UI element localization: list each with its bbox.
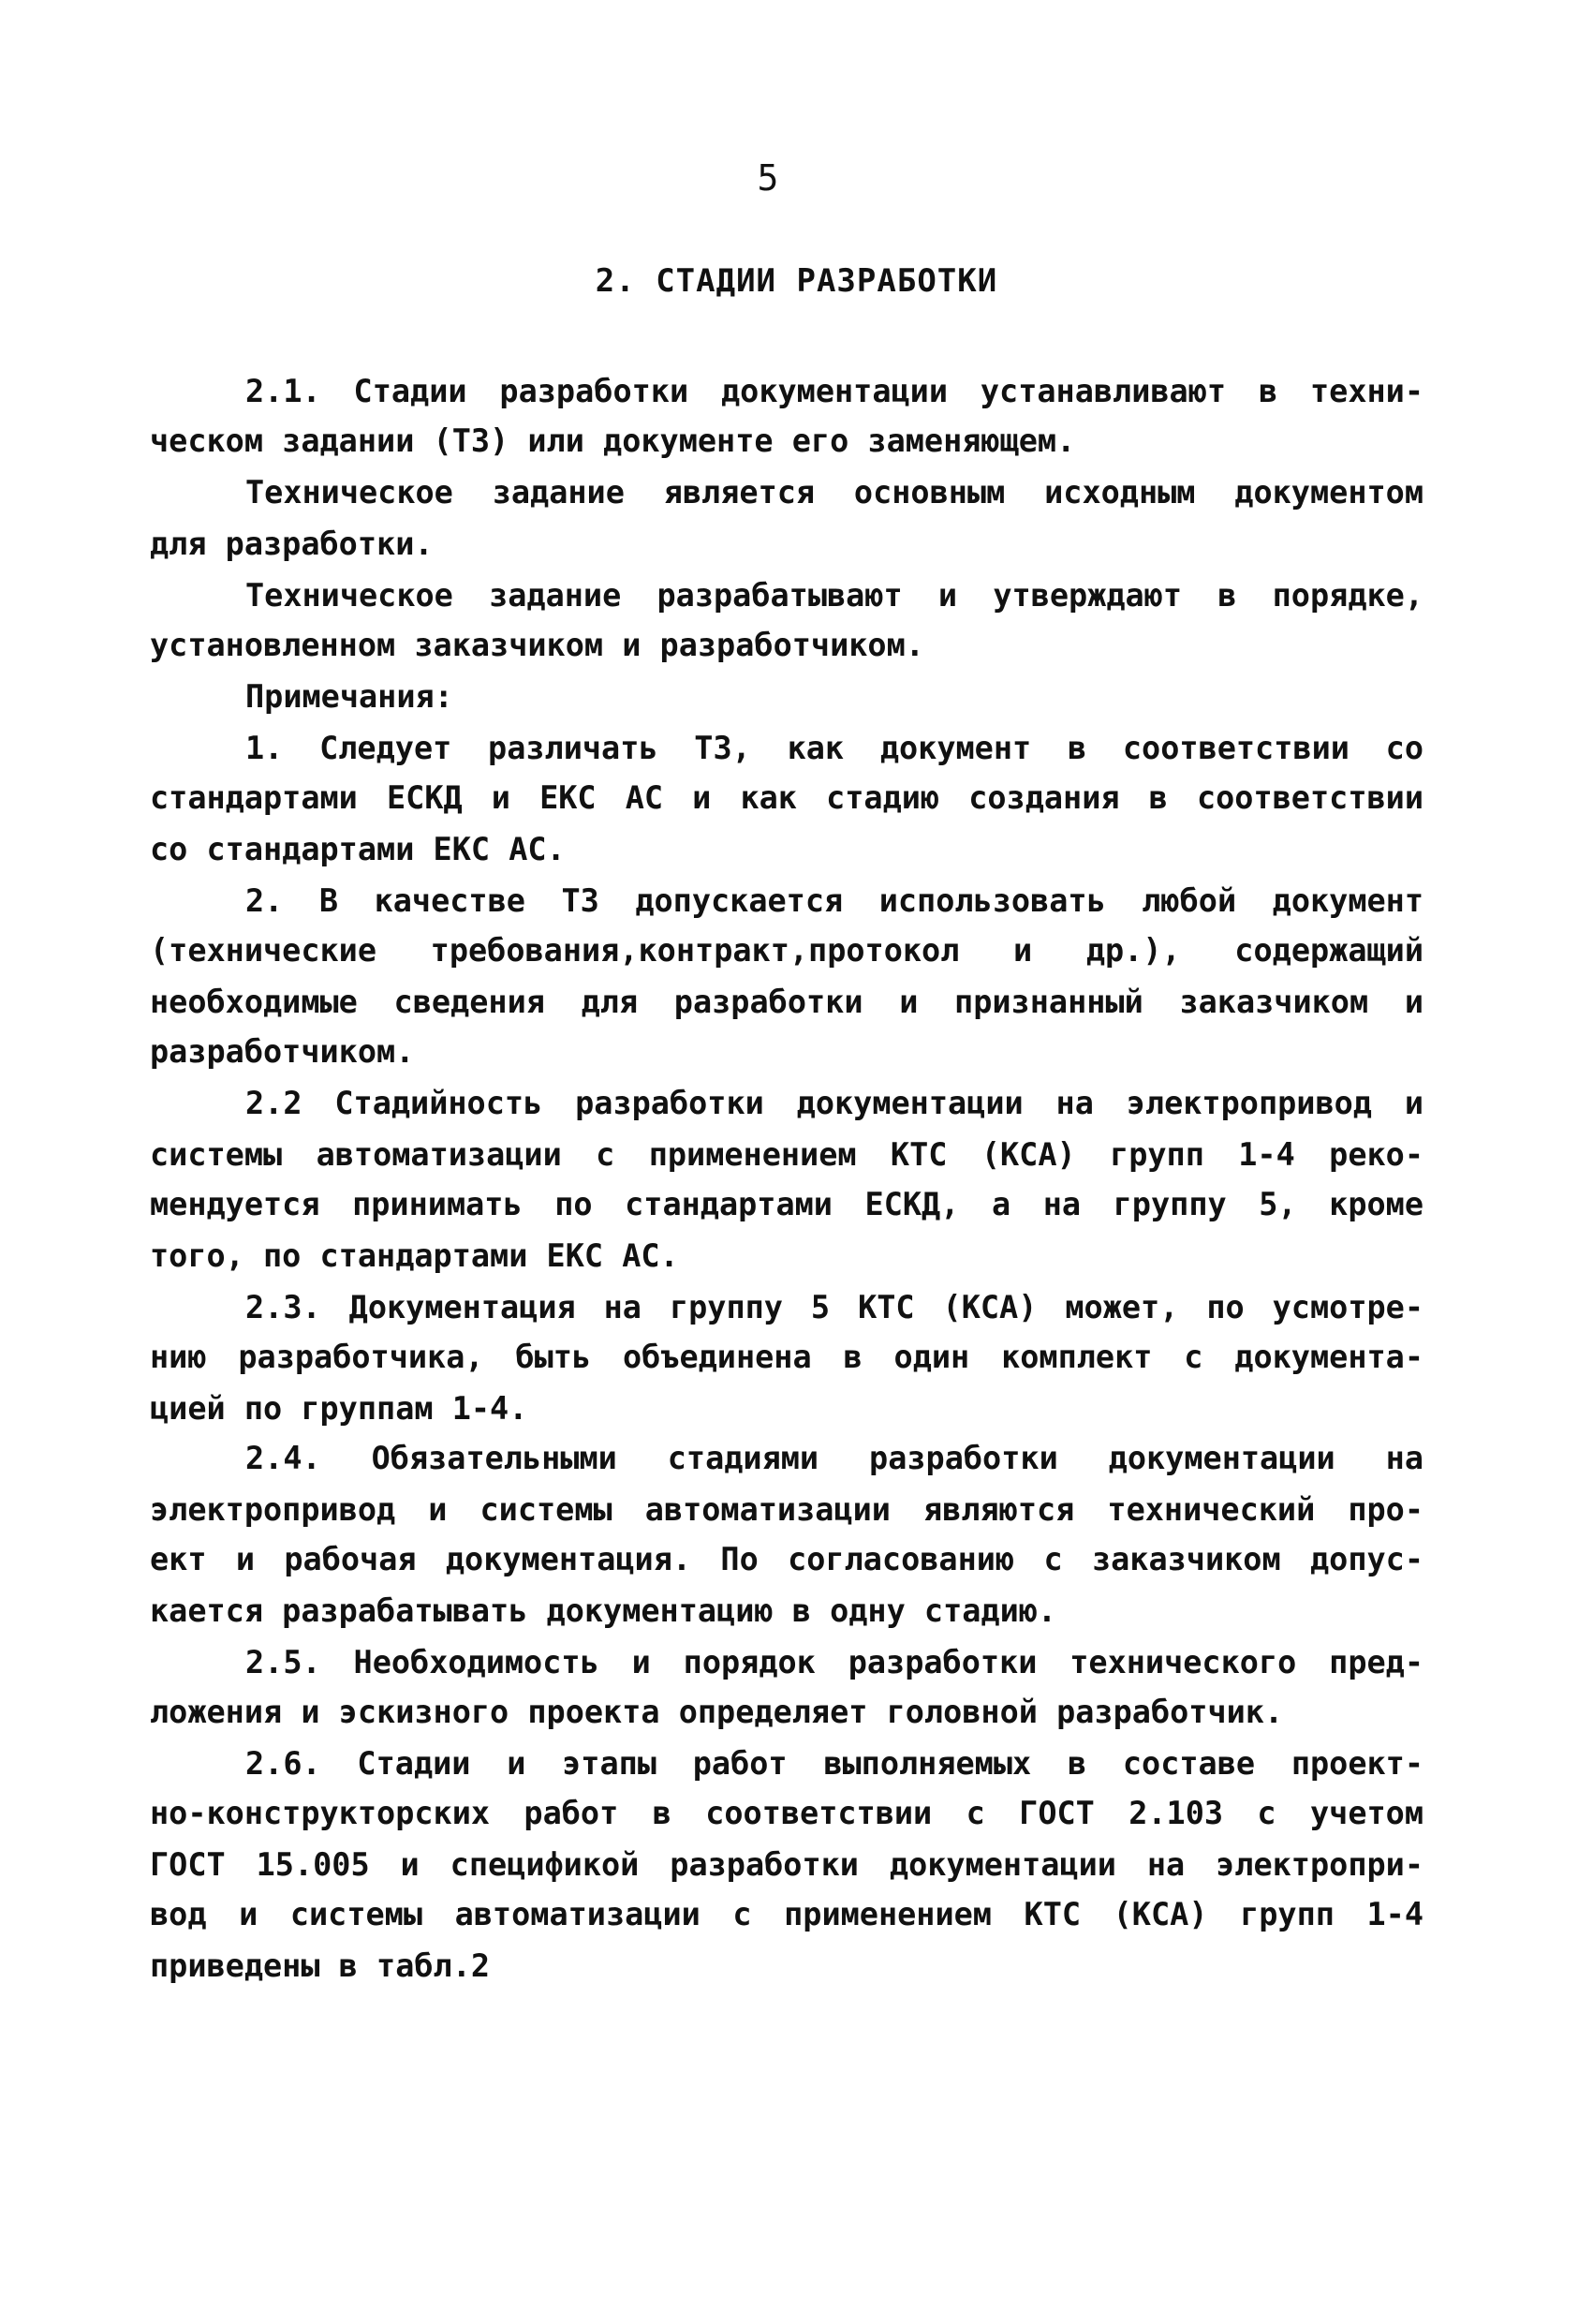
text-line: 2.2 Стадийность разработки документации на электропривод и <box>245 1085 1423 1121</box>
text-line: разработчиком. <box>150 1033 415 1070</box>
text-line: ческом задании (ТЗ) или документе его заменяющем. <box>150 422 1076 459</box>
page-number: 5 <box>757 157 779 199</box>
text-line: 2.6. Стадии и этапы работ выполняемых в составе проект- <box>245 1745 1423 1782</box>
text-line: ект и рабочая документация. По согласованию с заказчиком допус- <box>150 1541 1423 1577</box>
text-line: вод и системы автоматизации с применением КТС (КСА) групп 1-4 <box>150 1896 1423 1932</box>
text-line: (технические требования,контракт,протокол и др.), содержащий <box>150 932 1423 969</box>
text-line: нию разработчика, быть объединена в один комплект с документа- <box>150 1339 1423 1375</box>
text-line: 2.4. Обязательными стадиями разработки документации на <box>245 1440 1423 1476</box>
section-title: 2. СТАДИИ РАЗРАБОТКИ <box>595 262 998 300</box>
text-line: для разработки. <box>150 525 434 562</box>
text-line: Техническое задание является основным исходным документом <box>245 474 1423 511</box>
text-line: электропривод и системы автоматизации являются технический про- <box>150 1491 1423 1528</box>
text-line: 2.5. Необходимость и порядок разработки технического пред- <box>245 1644 1423 1680</box>
text-line: приведены в табл.2 <box>150 1947 491 1984</box>
text-line: стандартами ЕСКД и ЕКС АС и как стадию создания в соответствии <box>150 779 1423 816</box>
text-line: цией по группам 1-4. <box>150 1390 528 1427</box>
text-line: необходимые сведения для разработки и признанный заказчиком и <box>150 984 1423 1020</box>
text-line: кается разрабатывать документацию в одну стадию. <box>150 1592 1057 1629</box>
text-line: ложения и эскизного проекта определяет головной разработчик. <box>150 1694 1284 1730</box>
text-line: мендуется принимать по стандартами ЕСКД, а на группу 5, кроме <box>150 1186 1423 1222</box>
text-line: но-конструкторских работ в соответствии с ГОСТ 2.103 с учетом <box>150 1795 1423 1831</box>
text-line: того, по стандартами ЕКС АС. <box>150 1237 679 1274</box>
text-line: установленном заказчиком и разработчиком. <box>150 627 924 663</box>
text-line: 2.3. Документация на группу 5 КТС (КСА) может, по усмотре- <box>245 1289 1423 1325</box>
text-line: 1. Следует различать ТЗ, как документ в соответствии со <box>245 730 1423 766</box>
text-line: ГОСТ 15.005 и спецификой разработки документации на электропри- <box>150 1846 1423 1883</box>
text-line: со стандартами ЕКС АС. <box>150 831 566 867</box>
text-line: системы автоматизации с применением КТС (КСА) групп 1-4 реко- <box>150 1136 1423 1173</box>
text-line: Примечания: <box>245 678 453 715</box>
text-line: Техническое задание разрабатывают и утверждают в порядке, <box>245 577 1423 614</box>
text-line: 2.1. Стадии разработки документации устанавливают в техни- <box>245 373 1423 409</box>
text-line: 2. В качестве ТЗ допускается использовать любой документ <box>245 882 1423 919</box>
